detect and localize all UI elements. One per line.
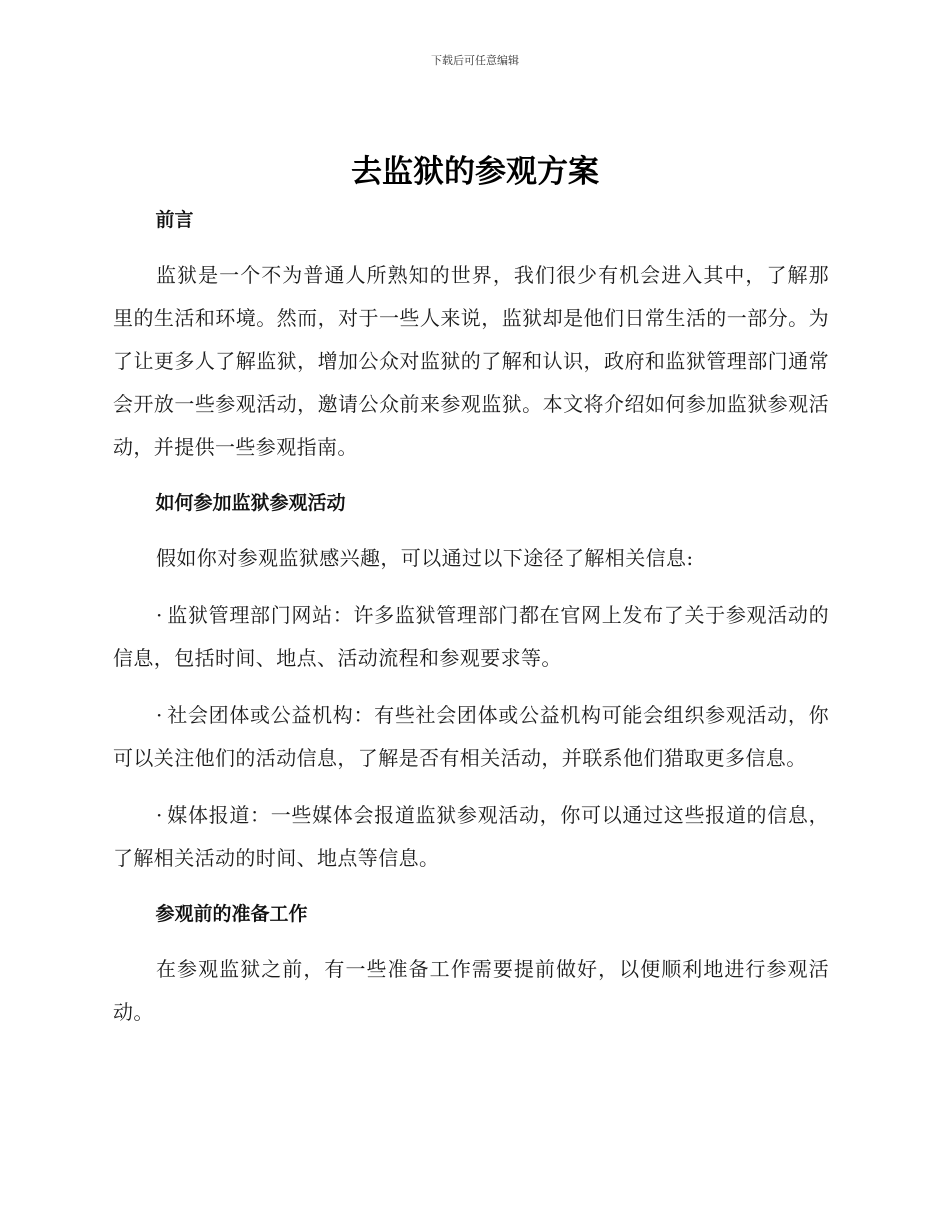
bullet-text: 社会团体或公益机构：有些社会团体或公益机构可能会组织参观活动，你可以关注他们的活动信息，了解是否有相关活动，并联系他们猎取更多信息。: [113, 703, 829, 770]
bullet-item-prison-website: [113, 594, 829, 680]
bullet-item-media-reports: [113, 794, 829, 880]
how-to-join-intro: 假如你对参观监狱感兴趣，可以通过以下途径了解相关信息:: [156, 546, 694, 570]
bullet-text: 监狱管理部门网站：许多监狱管理部门都在官网上发布了关于参观活动的信息，包括时间、地点、活动流程和参观要求等。: [113, 603, 829, 670]
bullet-dot-icon: ·: [156, 603, 163, 627]
bullet-dot-icon: ·: [156, 803, 163, 827]
bullet-dot-icon: ·: [156, 703, 163, 727]
document-title: 去监狱的参观方案: [351, 154, 599, 190]
document-body: [113, 200, 829, 1048]
preparation-paragraph: 在参观监狱之前，有一些准备工作需要提前做好，以便顺利地进行参观活动。: [113, 957, 829, 1024]
section-heading-preparation: 参观前的准备工作: [155, 903, 308, 925]
bullet-text: 媒体报道：一些媒体会报道监狱参观活动，你可以通过这些报道的信息，了解相关活动的时间、地点等信息。: [113, 803, 829, 870]
page-header-note: 下载后可任意编辑: [431, 54, 519, 67]
preface-paragraph: 监狱是一个不为普通人所熟知的世界，我们很少有机会进入其中，了解那里的生活和环境。然而，对于一些人来说，监狱却是他们日常生活的一部分。为了让更多人了解监狱，增加公众对监狱的了解和认识，政府和监狱管理部门通常会开放一些参观活动，邀请公众前来参观监狱。本文将介绍如何参加监狱参观活动，并提供一些参观指南。: [113, 263, 829, 459]
section-heading-how-to-join: 如何参加监狱参观活动: [155, 492, 346, 514]
bullet-item-social-groups: [113, 694, 829, 780]
section-heading-preface: 前言: [155, 209, 194, 231]
